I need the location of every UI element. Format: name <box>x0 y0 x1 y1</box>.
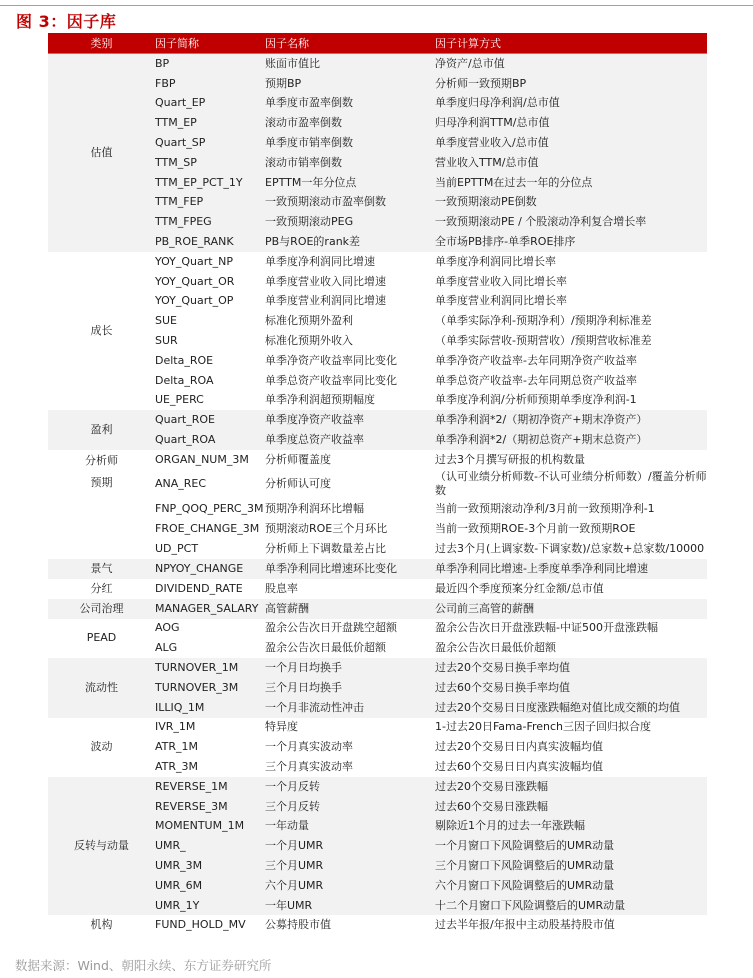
factor-code: TTM_EP <box>155 113 265 133</box>
factor-code: YOY_Quart_OP <box>155 294 234 308</box>
factor-name: 单季净利同比增速环比变化 <box>265 559 435 579</box>
category-cell: 分红 <box>90 581 113 595</box>
factor-formula: 六个月窗口下风险调整后的UMR动量 <box>435 876 707 896</box>
factor-code: UD_PCT <box>155 542 199 556</box>
factor-name: 一致预期滚动PEG <box>265 212 435 232</box>
factor-code: UMR_1Y <box>155 896 265 916</box>
factor-name: 高管薪酬 <box>265 599 435 619</box>
factor-name: 单季总资产收益率同比变化 <box>265 373 397 387</box>
factor-name: 三个月反转 <box>265 797 435 817</box>
factor-code: MOMENTUM_1M <box>155 816 265 836</box>
factor-code: ILLIQ_1M <box>155 698 265 718</box>
factor-name: 滚动市销率倒数 <box>265 153 435 173</box>
factor-formula: 过去半年报/年报中主动股基持股市值 <box>435 918 615 932</box>
category-cell: 流动性 <box>48 658 155 717</box>
category-cell <box>48 450 155 559</box>
factor-name: 盈余公告次日开盘跳空超额 <box>265 621 397 635</box>
factor-name: 单季度市盈率倒数 <box>265 94 435 114</box>
factor-name: 一个月UMR <box>265 836 435 856</box>
factor-code: FROE_CHANGE_3M <box>155 522 260 536</box>
factor-formula: （单季实际营收-预期营收）/预期营收标准差 <box>435 334 652 348</box>
factor-code: TURNOVER_1M <box>155 658 265 678</box>
factor-formula: 一个月窗口下风险调整后的UMR动量 <box>435 836 707 856</box>
factor-formula: （认可业绩分析师数-不认可业绩分析师数）/覆盖分析师数 <box>435 469 707 497</box>
category-cell: 景气 <box>48 559 155 579</box>
factor-name: 分析师覆盖度 <box>265 452 331 466</box>
factor-code: ORGAN_NUM_3M <box>155 452 249 466</box>
factor-formula: 单季度净利润同比增长率 <box>435 254 556 268</box>
factor-formula: 当前一致预期滚动净利/3月前一致预期净利-1 <box>435 501 655 515</box>
factor-name: 一个月反转 <box>265 777 435 797</box>
factor-formula: 单季度归母净利润/总市值 <box>435 94 707 114</box>
factor-formula: 过去20个交易日换手率均值 <box>435 658 707 678</box>
header-formula: 因子计算方式 <box>435 33 707 54</box>
factor-name: 特异度 <box>265 720 298 734</box>
factor-formula: 过去60个交易日涨跌幅 <box>435 797 707 817</box>
table-row <box>48 579 707 599</box>
factor-code: UMR_ <box>155 836 265 856</box>
factor-formula: 过去20个交易日日内真实波幅均值 <box>435 740 603 754</box>
table-row <box>48 619 707 639</box>
factor-code: Quart_SP <box>155 133 265 153</box>
figure-title: 图 3：因子库 <box>16 12 117 31</box>
table-row <box>48 252 707 272</box>
factor-name: 单季度净利润同比增速 <box>265 254 375 268</box>
factor-formula: 过去60个交易日日内真实波幅均值 <box>435 759 603 773</box>
factor-code: REVERSE_3M <box>155 797 265 817</box>
factor-name: 一个月日均换手 <box>265 658 435 678</box>
factor-formula: 单季净资产收益率-去年同期净资产收益率 <box>435 353 637 367</box>
factor-code: Quart_ROE <box>155 410 265 430</box>
category-cell: PEAD <box>86 631 117 645</box>
factor-code: UMR_3M <box>155 856 265 876</box>
factor-name: 预期净利润环比增幅 <box>265 501 364 515</box>
factor-formula: 过去20个交易日日度涨跌幅绝对值比成交额的均值 <box>435 698 707 718</box>
factor-formula: 营业收入TTM/总市值 <box>435 153 707 173</box>
category-cell: 反转与动量 <box>48 777 155 916</box>
table-row <box>48 658 707 678</box>
factor-code: BP <box>155 54 265 74</box>
factor-formula: 归母净利润TTM/总市值 <box>435 113 707 133</box>
factor-name: PB与ROE的rank差 <box>265 232 435 252</box>
factor-code: SUE <box>155 314 177 328</box>
factor-code: PB_ROE_RANK <box>155 232 265 252</box>
factor-name: 盈余公告次日最低价超额 <box>265 641 386 655</box>
factor-formula: 过去3个月撰写研报的机构数量 <box>435 452 585 466</box>
factor-formula: 过去3个月(上调家数-下调家数)/总家数+总家数/10000 <box>435 542 705 556</box>
factor-formula: 单季度净利润/分析师预期单季度净利润-1 <box>435 393 637 407</box>
header-name: 因子名称 <box>265 33 435 54</box>
factor-code: ATR_3M <box>155 759 199 773</box>
category-line: 预期 <box>90 475 113 489</box>
factor-code: YOY_Quart_NP <box>155 254 233 268</box>
factor-code: Quart_EP <box>155 94 265 114</box>
factor-formula: （单季实际净利-预期净利）/预期净利标准差 <box>435 314 652 328</box>
factor-code: ALG <box>155 641 178 655</box>
category-cell: 盈利 <box>48 410 155 450</box>
factor-code: NPYOY_CHANGE <box>155 559 265 579</box>
factor-code: FUND_HOLD_MV <box>155 918 246 932</box>
table-row <box>48 915 707 935</box>
category-cell: 成长 <box>90 324 113 338</box>
factor-name: 单季度净资产收益率 <box>265 410 435 430</box>
factor-code: MANAGER_SALARY <box>155 599 265 619</box>
table-row <box>48 410 707 430</box>
factor-formula: 过去20个交易日涨跌幅 <box>435 777 707 797</box>
factor-name: 账面市值比 <box>265 54 435 74</box>
factor-code: FNP_QOQ_PERC_3M <box>155 501 264 515</box>
factor-formula: 全市场PB排序-单季ROE排序 <box>435 232 707 252</box>
factor-code: REVERSE_1M <box>155 777 265 797</box>
factor-formula: 当前一致预期ROE-3个月前一致预期ROE <box>435 522 636 536</box>
factor-name: 股息率 <box>265 581 298 595</box>
factor-formula: 单季净利同比增速-上季度单季净利同比增速 <box>435 559 707 579</box>
factor-code: Quart_ROA <box>155 430 265 450</box>
top-divider <box>0 5 753 6</box>
factor-formula: 最近四个季度预案分红金额/总市值 <box>435 581 604 595</box>
factor-code: Delta_ROA <box>155 373 214 387</box>
factor-code: UE_PERC <box>155 393 204 407</box>
factor-formula: 单季净利润*2/（期初总资产+期末总资产） <box>435 430 707 450</box>
factor-code: SUR <box>155 334 178 348</box>
category-cell: 估值 <box>48 54 155 252</box>
factor-code: UMR_6M <box>155 876 265 896</box>
factor-name: 三个月真实波动率 <box>265 759 353 773</box>
factor-name: 一个月非流动性冲击 <box>265 698 435 718</box>
factor-formula: 盈余公告次日开盘涨跌幅-中证500开盘涨跌幅 <box>435 621 658 635</box>
factor-formula: 十二个月窗口下风险调整后的UMR动量 <box>435 896 707 916</box>
factor-formula: 盈余公告次日最低价超额 <box>435 641 556 655</box>
factor-name: 单季度总资产收益率 <box>265 430 435 450</box>
factor-formula: 净资产/总市值 <box>435 54 707 74</box>
factor-code: TTM_SP <box>155 153 265 173</box>
factor-formula: 过去60个交易日换手率均值 <box>435 678 707 698</box>
factor-name: 分析师认可度 <box>265 476 331 490</box>
factor-code: TTM_EP_PCT_1Y <box>155 173 265 193</box>
factor-name: 公募持股市值 <box>265 918 331 932</box>
factor-formula: 单季度营业利润同比增长率 <box>435 294 567 308</box>
factor-name: 单季度营业利润同比增速 <box>265 294 386 308</box>
factor-code: ANA_REC <box>155 476 207 490</box>
factor-name: 单季净资产收益率同比变化 <box>265 353 397 367</box>
factor-name: 预期滚动ROE三个月环比 <box>265 522 388 536</box>
factor-name: 三个月日均换手 <box>265 678 435 698</box>
factor-name: 一致预期滚动市盈率倒数 <box>265 193 435 213</box>
factor-formula: 剔除近1个月的过去一年涨跌幅 <box>435 816 707 836</box>
factor-formula: 单季度营业收入/总市值 <box>435 133 707 153</box>
factor-code: Delta_ROE <box>155 353 214 367</box>
factor-table <box>48 33 707 935</box>
factor-formula: 当前EPTTM在过去一年的分位点 <box>435 173 707 193</box>
factor-name: 单季度营业收入同比增速 <box>265 274 386 288</box>
factor-name: 标准化预期外盈利 <box>265 314 353 328</box>
category-cell: 机构 <box>90 918 113 932</box>
table-row <box>48 718 707 738</box>
factor-code: TTM_FPEG <box>155 212 265 232</box>
factor-formula: 单季度营业收入同比增长率 <box>435 274 567 288</box>
factor-formula: 单季总资产收益率-去年同期总资产收益率 <box>435 373 637 387</box>
factor-code: DIVIDEND_RATE <box>155 581 243 595</box>
factor-name: 单季度市销率倒数 <box>265 133 435 153</box>
source-note: 数据来源：Wind、朝阳永续、东方证券研究所 <box>15 958 272 973</box>
factor-formula: 三个月窗口下风险调整后的UMR动量 <box>435 856 707 876</box>
factor-name: 标准化预期外收入 <box>265 334 353 348</box>
table-row <box>48 54 707 74</box>
factor-name: 一年动量 <box>265 816 435 836</box>
table-row <box>48 777 707 797</box>
table-row <box>48 599 707 619</box>
factor-code: FBP <box>155 74 265 94</box>
factor-name: 滚动市盈率倒数 <box>265 113 435 133</box>
factor-name: 一个月真实波动率 <box>265 740 353 754</box>
factor-formula: 一致预期滚动PE倒数 <box>435 193 707 213</box>
factor-code: TURNOVER_3M <box>155 678 265 698</box>
table-row <box>48 450 707 470</box>
header-code: 因子简称 <box>155 33 265 54</box>
factor-code: IVR_1M <box>155 720 196 734</box>
factor-formula: 单季净利润*2/（期初净资产+期末净资产） <box>435 410 707 430</box>
factor-name: 单季净利润超预期幅度 <box>265 393 375 407</box>
factor-name: EPTTM一年分位点 <box>265 173 435 193</box>
factor-code: TTM_FEP <box>155 193 265 213</box>
factor-name: 预期BP <box>265 74 435 94</box>
factor-formula: 公司前三高管的薪酬 <box>435 599 707 619</box>
table-header-row <box>48 33 707 54</box>
category-cell: 波动 <box>90 740 113 754</box>
factor-code: AOG <box>155 621 180 635</box>
factor-formula: 分析师一致预期BP <box>435 74 707 94</box>
factor-formula: 1-过去20日Fama-French三因子回归拟合度 <box>435 720 652 734</box>
factor-name: 一年UMR <box>265 896 435 916</box>
category-line: 分析师 <box>85 453 118 467</box>
category-cell: 公司治理 <box>48 599 155 619</box>
table-row <box>48 559 707 579</box>
factor-name: 分析师上下调数量差占比 <box>265 542 386 556</box>
factor-name: 三个月UMR <box>265 856 435 876</box>
header-category: 类别 <box>48 33 155 54</box>
factor-formula: 一致预期滚动PE / 个股滚动净利复合增长率 <box>435 212 707 232</box>
factor-name: 六个月UMR <box>265 876 435 896</box>
factor-code: ATR_1M <box>155 740 199 754</box>
factor-code: YOY_Quart_OR <box>155 274 235 288</box>
